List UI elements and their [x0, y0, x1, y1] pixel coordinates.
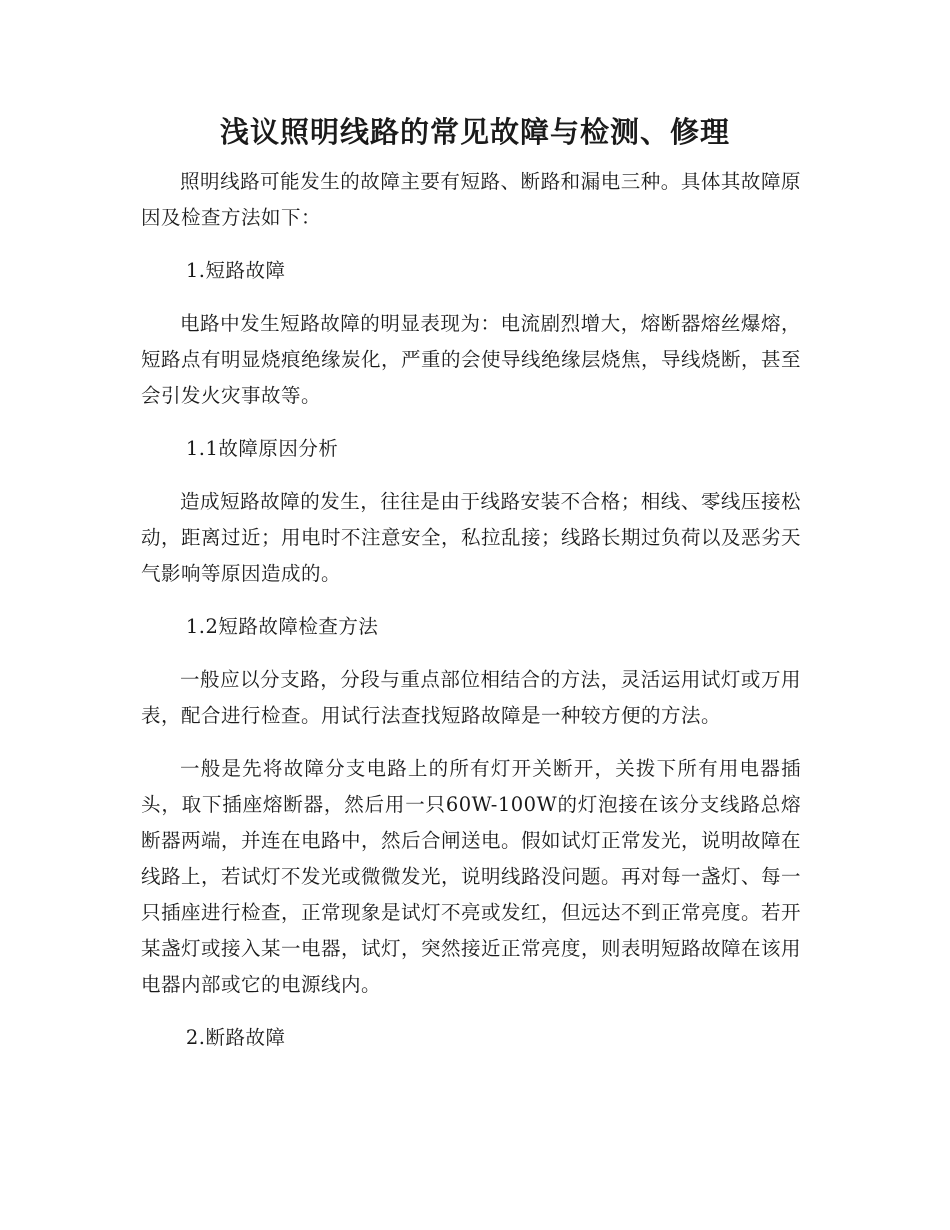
paragraph-intro: 照明线路可能发生的故障主要有短路、断路和漏电三种。具体其故障原因及检查方法如下：	[141, 170, 801, 229]
paragraph-inspection-method: 一般应以分支路，分段与重点部位相结合的方法，灵活运用试灯或万用表，配合进行检查。用试行法查找短路故障是一种较方便的方法。	[141, 668, 801, 727]
subsection-heading-cause-analysis: 1.1故障原因分析	[185, 437, 339, 460]
section-heading-short-circuit: 1.短路故障	[185, 259, 286, 282]
document-body	[141, 164, 801, 1073]
subsection-heading-inspection-method: 1.2短路故障检查方法	[185, 615, 379, 638]
document-title: 浅议照明线路的常见故障与检测、修理	[219, 115, 730, 149]
section-heading-open-circuit: 2.断路故障	[185, 1026, 286, 1049]
paragraph-short-circuit-symptoms: 电路中发生短路故障的明显表现为：电流剧烈增大，熔断器熔丝爆熔，短路点有明显烧痕绝缘炭化，严重的会使导线绝缘层烧焦，导线烧断，甚至会引发火灾事故等。	[141, 312, 802, 407]
paragraph-test-lamp-procedure: 一般是先将故障分支电路上的所有灯开关断开，关拨下所有用电器插头，取下插座熔断器，然后用一只60W-100W的灯泡接在该分支线路总熔断器两端，并连在电路中，然后合闸送电。假如试灯正常发光，说明故障在线路上，若试灯不发光或微微发光，说明线路没问题。再对每一盏灯、每一只插座进行检查，正常现象是试灯不亮或发红，但远达不到正常亮度。若开某盏灯或接入某一电器，试灯，突然接近正常亮度，则表明短路故障在该用电器内部或它的电源线内。	[141, 757, 802, 996]
paragraph-cause-analysis: 造成短路故障的发生，往往是由于线路安装不合格；相线、零线压接松动，距离过近；用电时不注意安全，私拉乱接；线路长期过负荷以及恶劣天气影响等原因造成的。	[141, 490, 802, 585]
